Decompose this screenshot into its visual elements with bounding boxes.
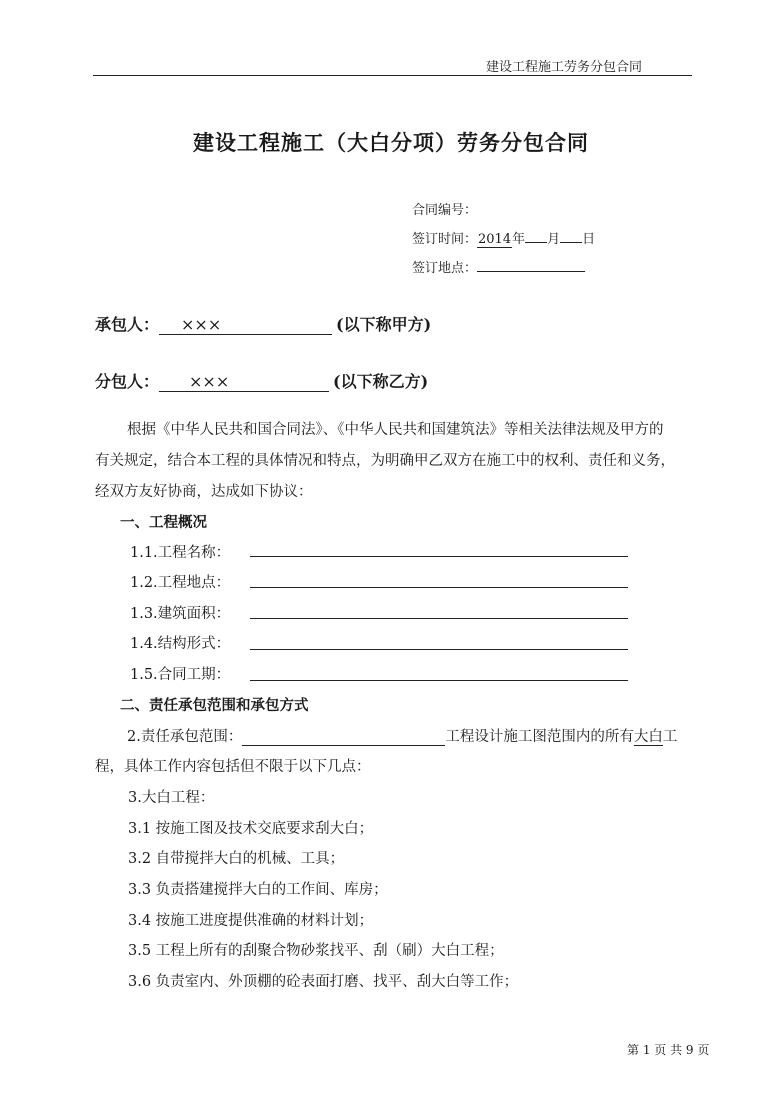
scope-end: 工 — [662, 729, 678, 745]
subcontractor-suffix: (以下称乙方) — [333, 372, 429, 391]
scope-line-1 — [127, 725, 677, 746]
project-name-blank — [250, 556, 628, 557]
section-1-heading: 一、工程概况 — [120, 514, 207, 531]
day-blank — [560, 229, 582, 243]
item-structure-type: 1.4.结构形式： — [130, 636, 231, 652]
month-blank — [525, 229, 547, 243]
work-item-3-6: 3.6 负责室内、外顶棚的砼表面打磨、找平、刮大白等工作； — [128, 974, 519, 990]
contract-number-line — [412, 199, 477, 218]
item-project-location: 1.2.工程地点： — [130, 575, 231, 591]
preamble-line-3: 经双方友好协商，达成如下协议： — [95, 484, 313, 500]
contract-number-label: 合同编号： — [412, 203, 478, 218]
contractor-line — [95, 312, 431, 335]
sign-time-label: 签订时间： — [412, 232, 478, 247]
subcontractor-line — [95, 369, 428, 392]
work-item-3-5: 3.5 工程上所有的刮聚合物砂浆找平、刮（刷）大白工程； — [128, 943, 504, 959]
subcontractor-name: ××× — [189, 372, 230, 391]
sign-time-year-suffix: 年 — [512, 232, 526, 247]
sign-time-year: 2014 — [478, 232, 512, 247]
header-divider — [93, 75, 692, 76]
document-title: 建设工程施工（大白分项）劳务分包合同 — [193, 130, 589, 155]
scope-label: 2.责任承包范围： — [127, 729, 243, 745]
contractor-suffix: (以下称甲方) — [336, 315, 432, 334]
sign-place-blank — [477, 258, 585, 272]
sign-time-line — [412, 228, 595, 247]
item-project-name: 1.1.工程名称： — [130, 545, 231, 561]
item-building-area: 1.3.建筑面积： — [130, 606, 231, 622]
contractor-name: ××× — [181, 315, 222, 334]
work-item-3-3: 3.3 负责搭建搅拌大白的工作间、库房； — [128, 882, 388, 898]
running-header: 建设工程施工劳务分包合同 — [485, 60, 642, 75]
contractor-label: 承包人： — [95, 315, 160, 334]
sign-time-day-suffix: 日 — [582, 232, 596, 247]
sign-time-month-suffix: 月 — [547, 232, 561, 247]
structure-type-blank — [250, 649, 628, 650]
scope-item: 大白 — [633, 729, 663, 745]
subcontractor-label: 分包人： — [95, 372, 160, 391]
preamble-line-1: 根据《中华人民共和国合同法》、《中华人民共和国建筑法》等相关法律法规及甲方的 — [127, 422, 664, 438]
work-item-3-2: 3.2 自带搅拌大白的机械、工具； — [128, 851, 345, 867]
section-3-heading: 3.大白工程： — [128, 790, 215, 806]
building-area-blank — [250, 618, 628, 619]
section-2-heading: 二、责任承包范围和承包方式 — [120, 697, 309, 714]
work-item-3-1: 3.1 按施工图及技术交底要求刮大白； — [128, 821, 374, 837]
contract-period-blank — [250, 680, 628, 681]
preamble-line-2: 有关规定，结合本工程的具体情况和特点，为明确甲乙双方在施工中的权利、责任和义务， — [95, 453, 675, 469]
scope-blank — [242, 728, 445, 746]
contractor-name-field — [159, 315, 332, 335]
item-contract-period: 1.5.合同工期： — [130, 667, 231, 683]
scope-middle: 工程设计施工图范围内的所有 — [445, 729, 634, 745]
page-number: 第 1 页 共 9 页 — [627, 1043, 710, 1057]
work-item-3-4: 3.4 按施工进度提供准确的材料计划； — [128, 913, 374, 929]
project-location-blank — [250, 587, 628, 588]
sign-place-line — [412, 257, 585, 276]
subcontractor-name-field — [159, 372, 329, 392]
scope-line-2: 程，具体工作内容包括但不限于以下几点： — [95, 759, 371, 775]
sign-place-label: 签订地点： — [412, 261, 478, 276]
